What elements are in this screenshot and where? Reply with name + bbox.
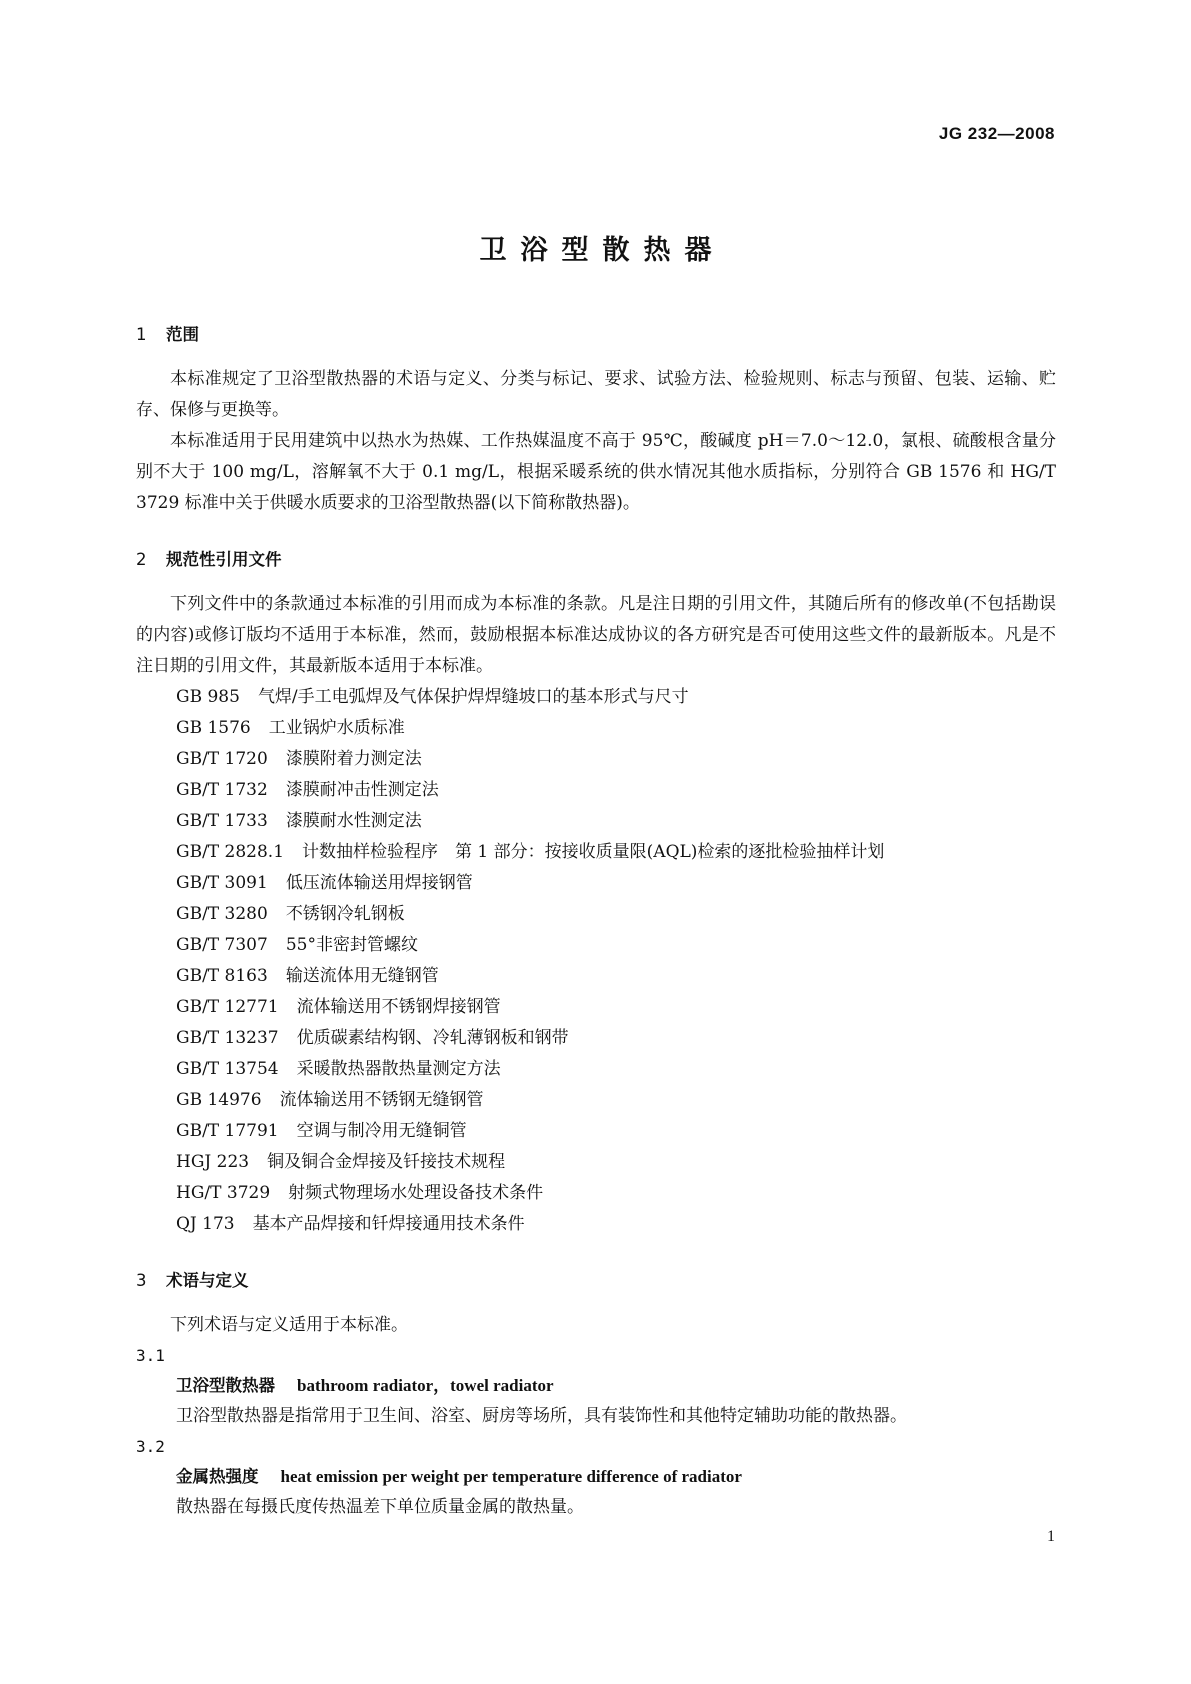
reference-code: GB 985 [176,687,240,707]
reference-title: 射频式物理场水处理设备技术条件 [288,1183,544,1203]
section-number: 3 [136,1271,147,1290]
normative-intro-paragraph: 下列文件中的条款通过本标准的引用而成为本标准的条款。凡是注日期的引用文件，其随后所有的修改单(不包括勘误的内容)或修订版均不适用于本标准，然而，鼓励根据本标准达成协议的各方研究是否可使用这些文件的最新版本。凡是不注日期的引用文件，其最新版本适用于本标准。 [136,594,1056,676]
reference-title: 空调与制冷用无缝铜管 [296,1121,467,1141]
reference-code: HGJ 223 [176,1152,250,1172]
reference-title: 输送流体用无缝钢管 [285,966,439,986]
term-entry [136,1462,1056,1492]
section-number: 2 [136,550,147,569]
term-chinese: 卫浴型散热器 [176,1376,275,1395]
reference-title: 气焊/手工电弧焊及气体保护焊焊缝坡口的基本形式与尺寸 [257,687,689,707]
term-english: bathroom radiator，towel radiator [297,1376,554,1395]
reference-code: GB 14976 [176,1090,262,1110]
reference-title: 漆膜耐冲击性测定法 [285,780,439,800]
reference-title: 采暖散热器散热量测定方法 [296,1059,501,1079]
section-title: 规范性引用文件 [166,550,282,569]
reference-item [136,930,1056,961]
section-number: 1 [136,325,147,344]
reference-code: GB/T 13754 [176,1059,279,1079]
reference-item [136,1178,1056,1209]
document-body [136,320,1056,1523]
terms-intro-paragraph: 下列术语与定义适用于本标准。 [170,1315,408,1335]
reference-code: GB/T 13237 [176,1028,279,1048]
reference-item [136,713,1056,744]
page-number: 1 [1047,1528,1055,1545]
reference-item [136,744,1056,775]
reference-item [136,961,1056,992]
reference-title: 低压流体输送用焊接钢管 [285,873,473,893]
reference-code: GB/T 2828.1 [176,842,285,862]
reference-code: GB/T 12771 [176,997,279,1017]
reference-item [136,1023,1056,1054]
reference-code: HG/T 3729 [176,1183,271,1203]
reference-code: GB/T 3091 [176,873,268,893]
reference-item [136,868,1056,899]
reference-code: GB/T 7307 [176,935,268,955]
term-chinese: 金属热强度 [176,1467,259,1486]
reference-code: GB/T 3280 [176,904,268,924]
reference-code: GB/T 8163 [176,966,268,986]
document-title: 卫浴型散热器 [479,235,726,266]
reference-title: 流体输送用不锈钢无缝钢管 [279,1090,484,1110]
reference-item [136,1209,1056,1240]
reference-item [136,992,1056,1023]
term-definition: 散热器在每摄氏度传热温差下单位质量金属的散热量。 [176,1497,584,1517]
reference-code: GB/T 1732 [176,780,268,800]
section-title: 术语与定义 [166,1271,249,1290]
clause-number: 3.2 [136,1437,165,1456]
section-heading-terms-definitions [136,1266,1056,1296]
scope-paragraph: 本标准适用于民用建筑中以热水为热媒、工作热媒温度不高于 95℃，酸碱度 pH＝7.0～12.0，氯根、硫酸根含量分别不大于 100 mg/L，溶解氧不大于 0.1 mg/L，根据采暖系统的供水情况其他水质指标，分别符合 GB 1576 和 HG/T 3729 标准中关于供暖水质要求的卫浴型散热器(以下简称散热器)。 [136,431,1056,513]
reference-item [136,806,1056,837]
reference-item [136,1116,1056,1147]
reference-item [136,899,1056,930]
reference-item [136,775,1056,806]
reference-title: 漆膜耐水性测定法 [285,811,422,831]
reference-title: 优质碳素结构钢、冷轧薄钢板和钢带 [296,1028,569,1048]
reference-title: 不锈钢冷轧钢板 [285,904,405,924]
reference-title: 基本产品焊接和钎焊接通用技术条件 [252,1214,525,1234]
reference-title: 计数抽样检验程序 第 1 部分：按接收质量限(AQL)检索的逐批检验抽样计划 [302,842,885,862]
reference-title: 工业锅炉水质标准 [268,718,405,738]
reference-code: GB/T 1720 [176,749,268,769]
reference-code: GB/T 1733 [176,811,268,831]
section-heading-normative-references [136,545,1056,575]
reference-title: 漆膜附着力测定法 [285,749,422,769]
reference-code: QJ 173 [176,1214,235,1234]
term-entry [136,1371,1056,1401]
reference-item [136,1085,1056,1116]
section-heading-scope [136,320,1056,350]
reference-item [136,1147,1056,1178]
reference-title: 流体输送用不锈钢焊接钢管 [296,997,501,1017]
scope-paragraph: 本标准规定了卫浴型散热器的术语与定义、分类与标记、要求、试验方法、检验规则、标志与预留、包装、运输、贮存、保修与更换等。 [136,369,1056,420]
standard-code: JG 232—2008 [938,124,1055,143]
section-title: 范围 [166,325,199,344]
reference-list [136,682,1056,1240]
reference-code: GB 1576 [176,718,251,738]
reference-title: 55°非密封管螺纹 [285,935,418,955]
clause-number: 3.1 [136,1346,165,1365]
reference-code: GB/T 17791 [176,1121,279,1141]
reference-item [136,682,1056,713]
reference-title: 铜及铜合金焊接及钎接技术规程 [267,1152,506,1172]
term-definition: 卫浴型散热器是指常用于卫生间、浴室、厨房等场所，具有装饰性和其他特定辅助功能的散热器。 [176,1406,907,1426]
reference-item [136,1054,1056,1085]
reference-item [136,837,1056,868]
term-english: heat emission per weight per temperature difference of radiator [280,1467,742,1486]
